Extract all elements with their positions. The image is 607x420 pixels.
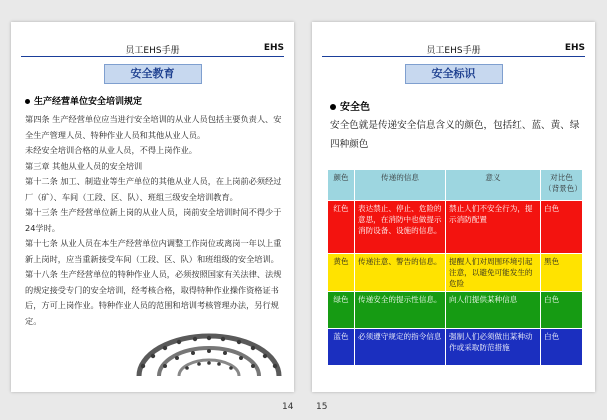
column-header: 颜色 <box>328 170 355 201</box>
column-header: 对比色（背景色） <box>541 170 583 201</box>
paragraph: 第十八条 生产经营单位的特种作业人员，必须按照国家有关法律、法规的规定接受专门的安全培训，经考核合格，取得特种作业操作资格证书后，方可上岗作业。特种作业人员的范围和培训考核管理办法，另行规定。 <box>25 269 282 326</box>
header-logo: EHS <box>263 43 284 53</box>
header-logo: EHS <box>564 43 585 53</box>
contrast-cell: 白色 <box>541 329 583 366</box>
safety-color-table <box>327 169 583 366</box>
page-number-left: 14 <box>282 402 294 412</box>
column-header: 意义 <box>446 170 541 201</box>
column-header: 传递的信息 <box>355 170 446 201</box>
color-name-cell: 黄色 <box>328 254 355 292</box>
sub-heading-text: 安全色 <box>340 102 370 113</box>
sub-heading <box>330 98 370 113</box>
color-name-cell: 绿色 <box>328 292 355 329</box>
section-title-safety-signs: 安全标识 <box>405 64 503 84</box>
left-page <box>11 22 294 392</box>
table-row <box>328 329 583 366</box>
contrast-cell: 白色 <box>541 292 583 329</box>
paragraph: 第三章 其他从业人员的安全培训 <box>25 160 143 171</box>
info-cell: 表达禁止、停止、危险的意思，在消防中也做提示消防设备、设施的信息。 <box>355 201 446 254</box>
page-header <box>21 40 284 57</box>
sub-heading <box>25 94 286 107</box>
paragraph: 第十三条 生产经营单位新上岗的从业人员，岗前安全培训时间不得少于24学时。 <box>25 207 282 233</box>
info-cell: 传递注意、警告的信息。 <box>355 254 446 292</box>
page-header <box>322 40 585 57</box>
table-row <box>328 254 583 292</box>
bullet-icon <box>25 99 30 104</box>
table-header-row <box>328 170 583 201</box>
info-cell: 必须遵守规定的指令信息 <box>355 329 446 366</box>
meaning-cell: 强制人们必须做出某种动作或采取防范措施 <box>446 329 541 366</box>
header-title: 员工EHS手册 <box>426 46 481 56</box>
paragraph: 第十七条 从业人员在本生产经营单位内调整工作岗位或离岗一年以上重新上岗时，应当重新接受车间（工段、区、队）和班组级的安全培训。 <box>25 238 282 264</box>
table-row <box>328 292 583 329</box>
page-number-right: 15 <box>316 402 328 412</box>
sub-heading-text: 生产经营单位安全培训规定 <box>34 97 143 107</box>
contrast-cell: 白色 <box>541 201 583 254</box>
section-title-safety-education: 安全教育 <box>104 64 202 84</box>
meaning-cell: 提醒人们对周围环境引起注意，以避免可能发生的危险 <box>446 254 541 292</box>
safety-color-description: 安全色就是传递安全信息含义的颜色，包括红、蓝、黄、绿四种颜色 <box>330 120 580 150</box>
bullet-icon <box>330 104 336 110</box>
color-name-cell: 蓝色 <box>328 329 355 366</box>
left-page-body <box>25 94 286 329</box>
right-page <box>312 22 595 392</box>
meaning-cell: 向人们提供某种信息 <box>446 292 541 329</box>
meaning-cell: 禁止人们不安全行为，提示消防配置 <box>446 201 541 254</box>
contrast-cell: 黑色 <box>541 254 583 292</box>
info-cell: 传递安全的提示性信息。 <box>355 292 446 329</box>
conference-room-illustration-icon <box>129 318 289 380</box>
paragraph: 第十二条 加工、制造业等生产单位的其他从业人员，在上岗前必须经过厂（矿）、车间（工段、区、队）、班组三级安全培训教育。 <box>25 176 282 202</box>
paragraph: 第四条 生产经营单位应当进行安全培训的从业人员包括主要负责人、安全生产管理人员、特种作业人员和其他从业人员。 <box>25 114 282 140</box>
color-name-cell: 红色 <box>328 201 355 254</box>
paragraph: 未经安全培训合格的从业人员，不得上岗作业。 <box>25 145 197 155</box>
table-row <box>328 201 583 254</box>
header-title: 员工EHS手册 <box>125 46 180 56</box>
